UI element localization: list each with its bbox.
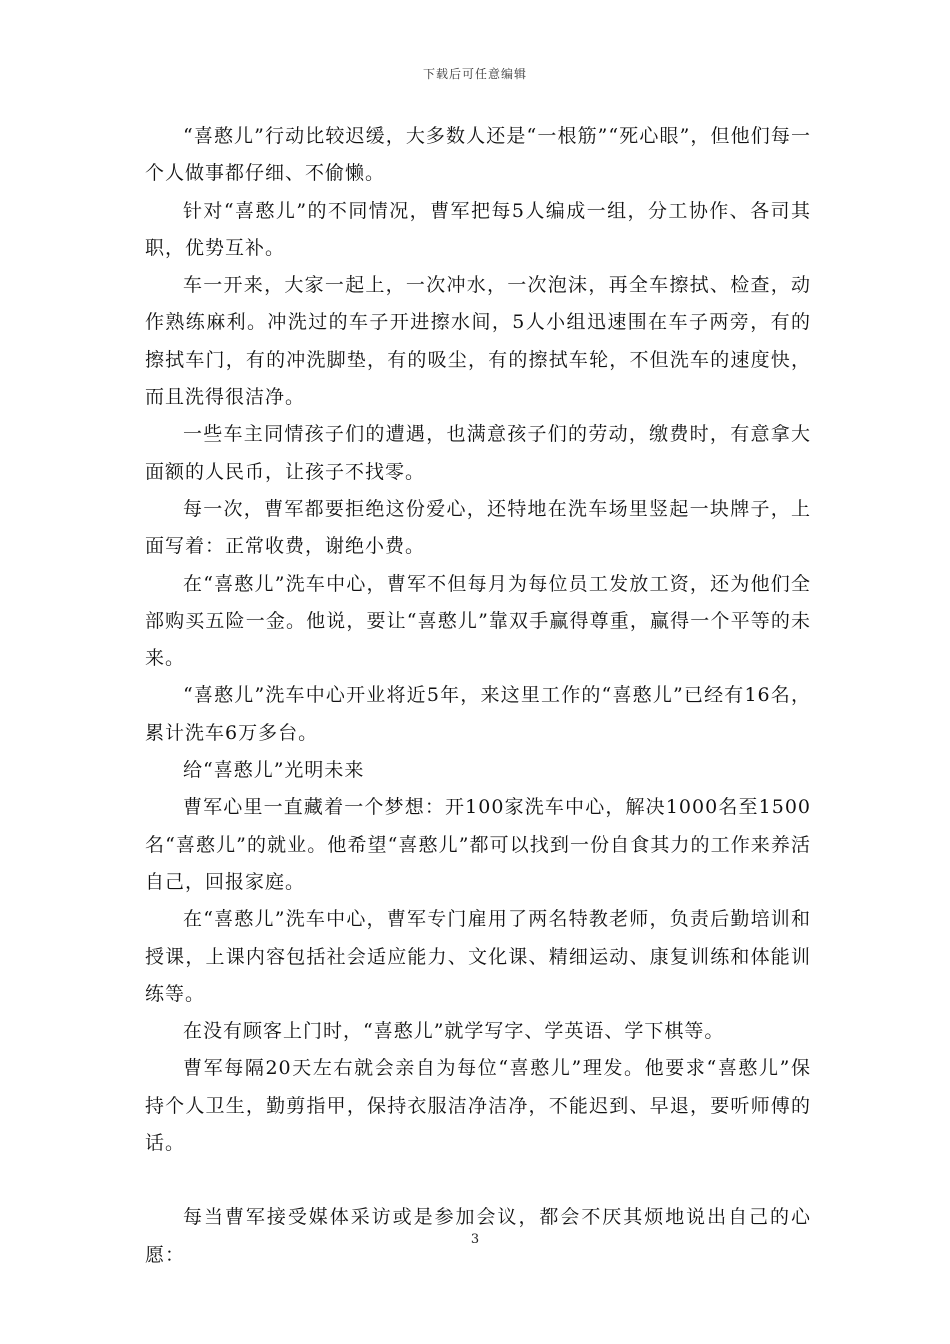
paragraph-9: 在“喜憨儿”洗车中心，曹军专门雇用了两名特教老师，负责后勤培训和授课，上课内容包括社会适应能力、文化课、精细运动、康复训练和体能训练等。 <box>145 908 811 1005</box>
paragraph-5: 每一次，曹军都要拒绝这份爱心，还特地在洗车场里竖起一块牌子，上面写着：正常收费，谢绝小费。 <box>145 497 811 558</box>
page-number: 3 <box>470 1232 480 1247</box>
page-header: 下载后可任意编辑 <box>422 67 527 81</box>
paragraph-3: 车一开来，大家一起上，一次冲水，一次泡沫，再全车擦拭、检查，动作熟练麻利。冲洗过的车子开进擦水间，5人小组迅速围在车子两旁，有的擦拭车门，有的冲洗脚垫，有的吸尘，有的擦拭车轮，不但洗车的速度快，而且洗得很洁净。 <box>145 274 811 409</box>
paragraph-1: “喜憨儿”行动比较迟缓，大多数人还是“一根筋”“死心眼”，但他们每一个人做事都仔细、不偷懒。 <box>145 125 811 185</box>
paragraph-11: 曹军每隔20天左右就会亲自为每位“喜憨儿”理发。他要求“喜憨儿”保持个人卫生，勤剪指甲，保持衣服洁净洁净，不能迟到、早退，要听师傅的话。 <box>145 1057 811 1155</box>
document-body <box>145 118 811 1274</box>
paragraph-4: 一些车主同情孩子们的遭遇，也满意孩子们的劳动，缴费时，有意拿大面额的人民币，让孩子不找零。 <box>145 423 811 483</box>
paragraph-8: 曹军心里一直藏着一个梦想：开100家洗车中心，解决1000名至1500名“喜憨儿”的就业。他希望“喜憨儿”都可以找到一份自食其力的工作来养活自己，回报家庭。 <box>145 796 811 893</box>
paragraph-6: 在“喜憨儿”洗车中心，曹军不但每月为每位员工发放工资，还为他们全部购买五险一金。他说，要让“喜憨儿”靠双手赢得尊重，赢得一个平等的未来。 <box>145 572 811 670</box>
paragraph-2: 针对“喜憨儿”的不同情况，曹军把每5人编成一组，分工协作、各司其职，优势互补。 <box>145 199 811 259</box>
section-heading: 给“喜憨儿”光明未来 <box>183 759 365 782</box>
paragraph-10: 在没有顾客上门时，“喜憨儿”就学写字、学英语、学下棋等。 <box>183 1020 725 1043</box>
paragraph-12: 每当曹军接受媒体采访或是参加会议，都会不厌其烦地说出自己的心愿： <box>145 1206 811 1266</box>
paragraph-7: “喜憨儿”洗车中心开业将近5年，来这里工作的“喜憨儿”已经有16名，累计洗车6万多台。 <box>145 684 811 744</box>
